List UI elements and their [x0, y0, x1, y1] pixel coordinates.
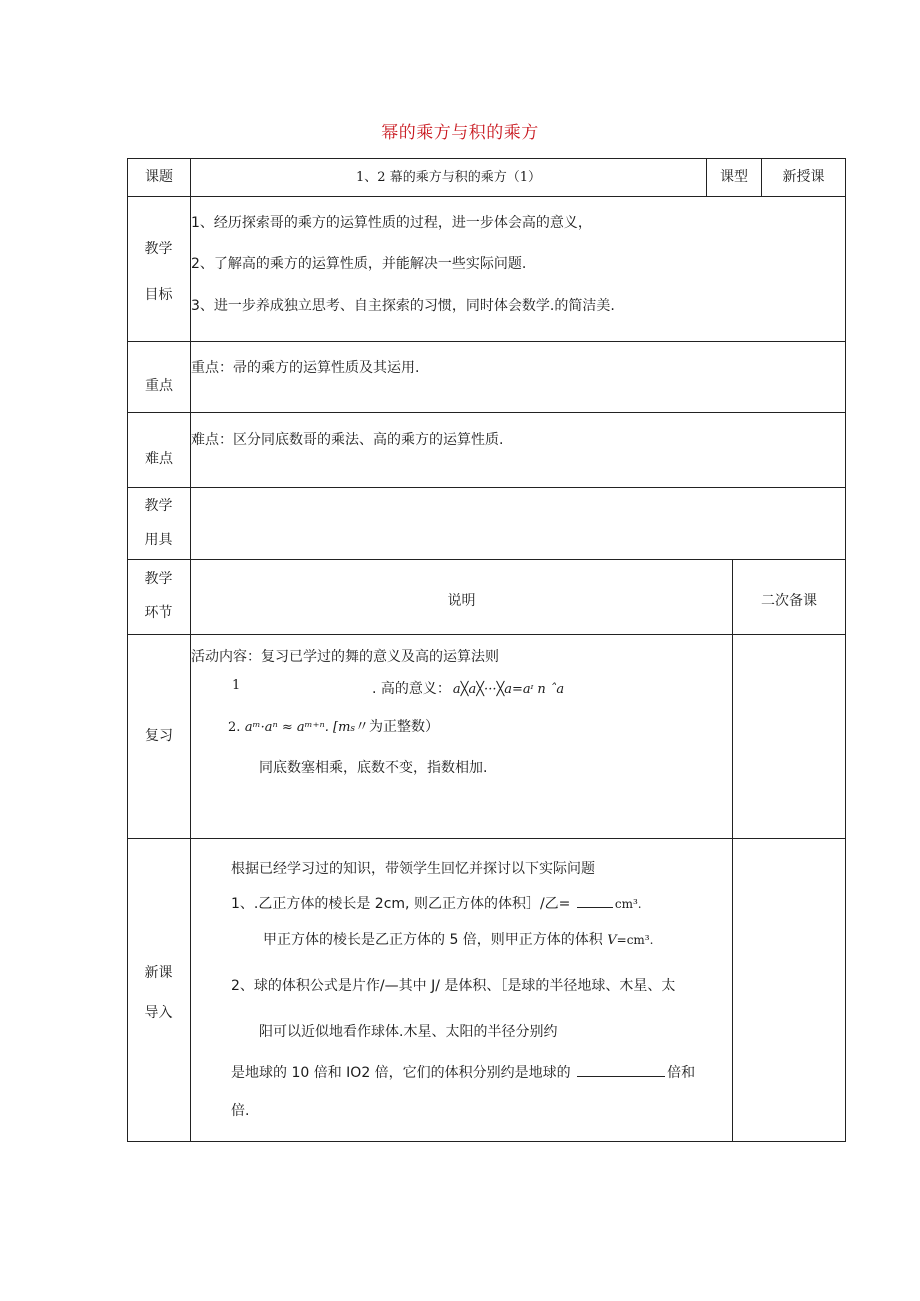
review-label: 复习: [145, 728, 173, 745]
question-1b: 甲正方体的棱长是乙正方体的 5 倍，则甲正方体的体积 V=cm³.: [263, 932, 654, 948]
difficulty-label: 难点: [145, 450, 173, 467]
lesson-type-value: 新授课: [782, 169, 825, 186]
document-title: 幂的乘方与积的乘方: [381, 123, 539, 143]
review-item-1: . 高的意义： a╳a╳···╳a=aᶦ n ˆa: [372, 681, 565, 697]
objective-item: 1、经历探索哥的乘方的运算性质的过程，进一步体会高的意义，: [191, 215, 592, 231]
question-2c: 是地球的 10 倍和 IO2 倍，它们的体积分别约是地球的 倍和: [231, 1065, 696, 1081]
review-item-2: 2. aᵐ·aⁿ ≈ aᵐ⁺ⁿ. [ms〃为正整数）: [228, 719, 440, 735]
topic-value: 1、2 幕的乘方与积的乘方（1）: [356, 169, 541, 185]
review-rule: 同底数塞相乘，底数不变，指数相加.: [259, 760, 488, 776]
intro-label: 新课 导入: [144, 965, 173, 1021]
teaching-tools-label: 教学 用具: [144, 498, 173, 548]
answer-blank[interactable]: [577, 895, 613, 908]
difficulty-text: 难点：区分同底数哥的乘法、高的乘方的运算性质.: [191, 432, 504, 448]
second-prep-header: 二次备课: [761, 592, 817, 609]
question-2a: 2、球的体积公式是片作/—其中 J/ 是体积、［是球的半径地球、木星、太: [231, 978, 676, 994]
objectives-label: 教学 目标: [144, 241, 173, 303]
question-2d: 倍.: [231, 1103, 250, 1119]
question-2b: 阳可以近似地看作球体.木星、太阳的半径分别约: [259, 1024, 558, 1040]
section-label: 教学 环节: [144, 571, 173, 621]
question-1a: 1、.乙正方体的棱长是 2cm, 则乙正方体的体积］/乙= cm³.: [231, 896, 642, 912]
objective-item: 2、了解高的乘方的运算性质，并能解决一些实际问题.: [191, 256, 527, 272]
intro-lead: 根据已经学习过的知识，带领学生回忆并探讨以下实际问题: [231, 861, 595, 877]
lesson-type-label: 课型: [720, 169, 748, 186]
answer-blank[interactable]: [577, 1064, 665, 1077]
review-activity: 活动内容：复习已学过的舞的意义及高的运算法则: [191, 649, 499, 665]
objective-item: 3、进一步养成独立思考、自主探索的习惯，同时体会数学.的简洁美.: [191, 298, 615, 314]
topic-label: 课题: [145, 169, 173, 186]
key-point-label: 重点: [145, 377, 173, 394]
key-point-text: 重点：帚的乘方的运算性质及其运用.: [191, 360, 420, 376]
review-item-1-number: 1: [232, 678, 241, 693]
description-header: 说明: [447, 592, 476, 609]
